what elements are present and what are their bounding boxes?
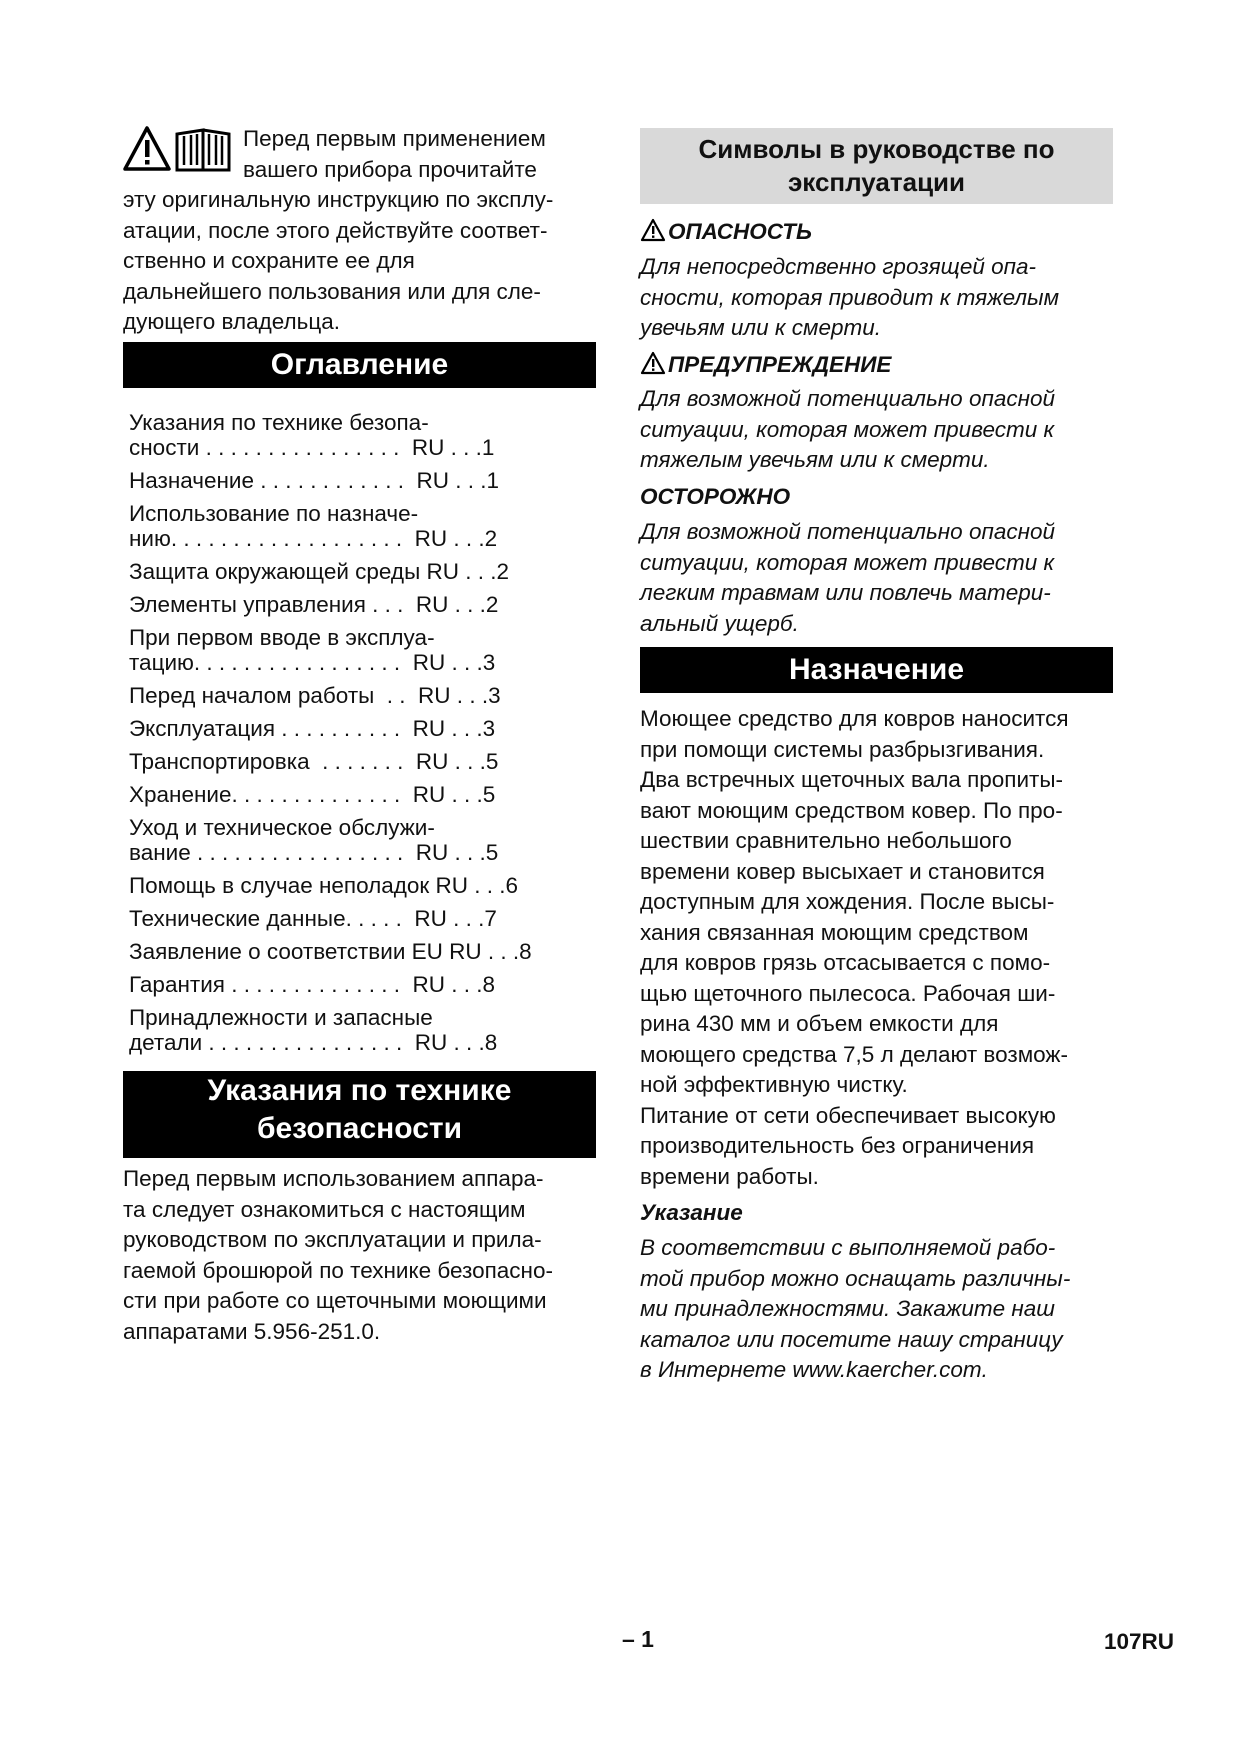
warning-read-manual-icons (123, 124, 235, 174)
toc-entry-transport[interactable]: Транспортировка . . . . . . . RU . . .5 (129, 749, 499, 774)
note-text: В соответствии с выполняемой рабо- той прибор можно оснащать различны- ми принадлежностями. Закажите наш каталог или посетите нашу страницу в Интернете www.kaercher.com. (640, 1235, 1071, 1382)
warning-triangle-icon (640, 351, 666, 375)
toc-entry-storage[interactable]: Хранение. . . . . . . . . . . . . . RU . . .5 (129, 782, 496, 807)
warning-heading (640, 351, 891, 379)
danger-label: ОПАСНОСТЬ (668, 219, 812, 244)
safety-title-line-2: безопасности (256, 1112, 463, 1145)
table-of-contents (129, 410, 599, 1063)
intro-notice (123, 124, 599, 338)
toc-entry-maintenance[interactable]: Уход и техническое обслужи- вание . . . . . . . . . . . . . . . . . RU . . .5 (129, 815, 499, 865)
toc-entry-before-start[interactable]: Перед началом работы . . RU . . .3 (129, 683, 501, 708)
toc-entry-controls[interactable]: Элементы управления . . . RU . . .2 (129, 592, 499, 617)
toc-entry-purpose[interactable]: Назначение . . . . . . . . . . . . RU . . .1 (129, 468, 500, 493)
toc-entry-eu-declaration[interactable]: Заявление о соответствии EU RU . . .8 (129, 939, 532, 964)
intro-line-2: вашего прибора прочитайте (243, 156, 537, 182)
toc-entry-first-startup[interactable]: При первом вводе в эксплуа- тацию. . . . . . . . . . . . . . . . . RU . . .3 (129, 625, 496, 675)
warning-text: Для возможной потенциально опасной ситуации, которая может привести к тяжелым увечьям или к смерти. (640, 386, 1056, 472)
intro-line-1: Перед первым применением (243, 126, 546, 151)
purpose-body: Моющее средство для ковров наносится при помощи системы разбрызгивания. Два встречных щеточных вала пропиты- вают моющим средством ковер. По про- шествии сравнительно небольшого времени ковер высыхает и становится доступным для хождения. После высы- хания связанная моющим средством для ковров грязь отсасывается с помо- щью щеточного пылесоса. Рабочая ши- рина 430 мм и объем емкости для моющего средства 7,5 л делают возмож- ной эффективную чистку. Питание от сети обеспечивает высокую производительность без ограничения времени работы. (640, 706, 1069, 1189)
intro-line-3: эту оригинальную инструкцию по эксплу- (123, 187, 554, 212)
warning-book-icon (123, 124, 235, 174)
warning-triangle-icon (640, 218, 666, 242)
toc-entry-warranty[interactable]: Гарантия . . . . . . . . . . . . . . RU . . .8 (129, 972, 495, 997)
caution-heading: ОСТОРОЖНО (640, 484, 791, 509)
intro-line-4: атации, после этого действуйте соответ- (123, 217, 548, 243)
intro-line-5: ственно и сохраните ее для (123, 248, 415, 273)
toc-entry-troubleshooting[interactable]: Помощь в случае неполадок RU . . .6 (129, 873, 519, 898)
toc-entry-environment[interactable]: Защита окружающей среды RU . . .2 (129, 559, 510, 584)
intro-line-6: дальнейшего пользования или для сле- (123, 278, 541, 304)
toc-entry-accessories[interactable]: Принадлежности и запасные детали . . . . . . . . . . . . . . . . RU . . .8 (129, 1005, 498, 1055)
safety-body: Перед первым использованием аппара- та следует ознакомиться с настоящим руководством по эксплуатации и прила- гаемой брошюрой по технике безопасно- сти при работе со щеточными моющими аппаратами 5.956-251.0. (123, 1166, 553, 1344)
safety-title-line-1: Указания по технике (207, 1074, 512, 1107)
page-number: – 1 (622, 1626, 654, 1652)
toc-entry-intended-use[interactable]: Использование по назначе- нию. . . . . . . . . . . . . . . . . . . RU . . .2 (129, 501, 498, 551)
note-heading: Указание (640, 1200, 743, 1225)
warning-label: ПРЕДУПРЕЖДЕНИЕ (668, 352, 892, 377)
toc-title: Оглавление (123, 342, 596, 388)
page-code: 107RU (1104, 1629, 1175, 1654)
symbols-title-line-1: Символы в руководстве по (698, 134, 1055, 164)
symbols-title-line-2: эксплуатации (787, 167, 966, 197)
toc-entry-safety[interactable]: Указания по технике безопа- сности . . . . . . . . . . . . . . . . RU . . .1 (129, 410, 495, 460)
intro-line-7: дующего владельца. (123, 309, 340, 334)
purpose-section-title: Назначение (640, 647, 1113, 693)
toc-entry-technical-data[interactable]: Технические данные. . . . . RU . . .7 (129, 906, 497, 931)
safety-section-title (123, 1071, 596, 1158)
toc-entry-operation[interactable]: Эксплуатация . . . . . . . . . . RU . . .3 (129, 716, 496, 741)
symbols-section-title (640, 128, 1113, 204)
danger-heading (640, 218, 812, 246)
caution-text: Для возможной потенциально опасной ситуации, которая может привести к легким травмам или повлечь матери- альный ущерб. (640, 519, 1056, 636)
danger-text: Для непосредственно грозящей опа- сности, которая приводит к тяжелым увечьям или к смерти. (640, 254, 1060, 340)
